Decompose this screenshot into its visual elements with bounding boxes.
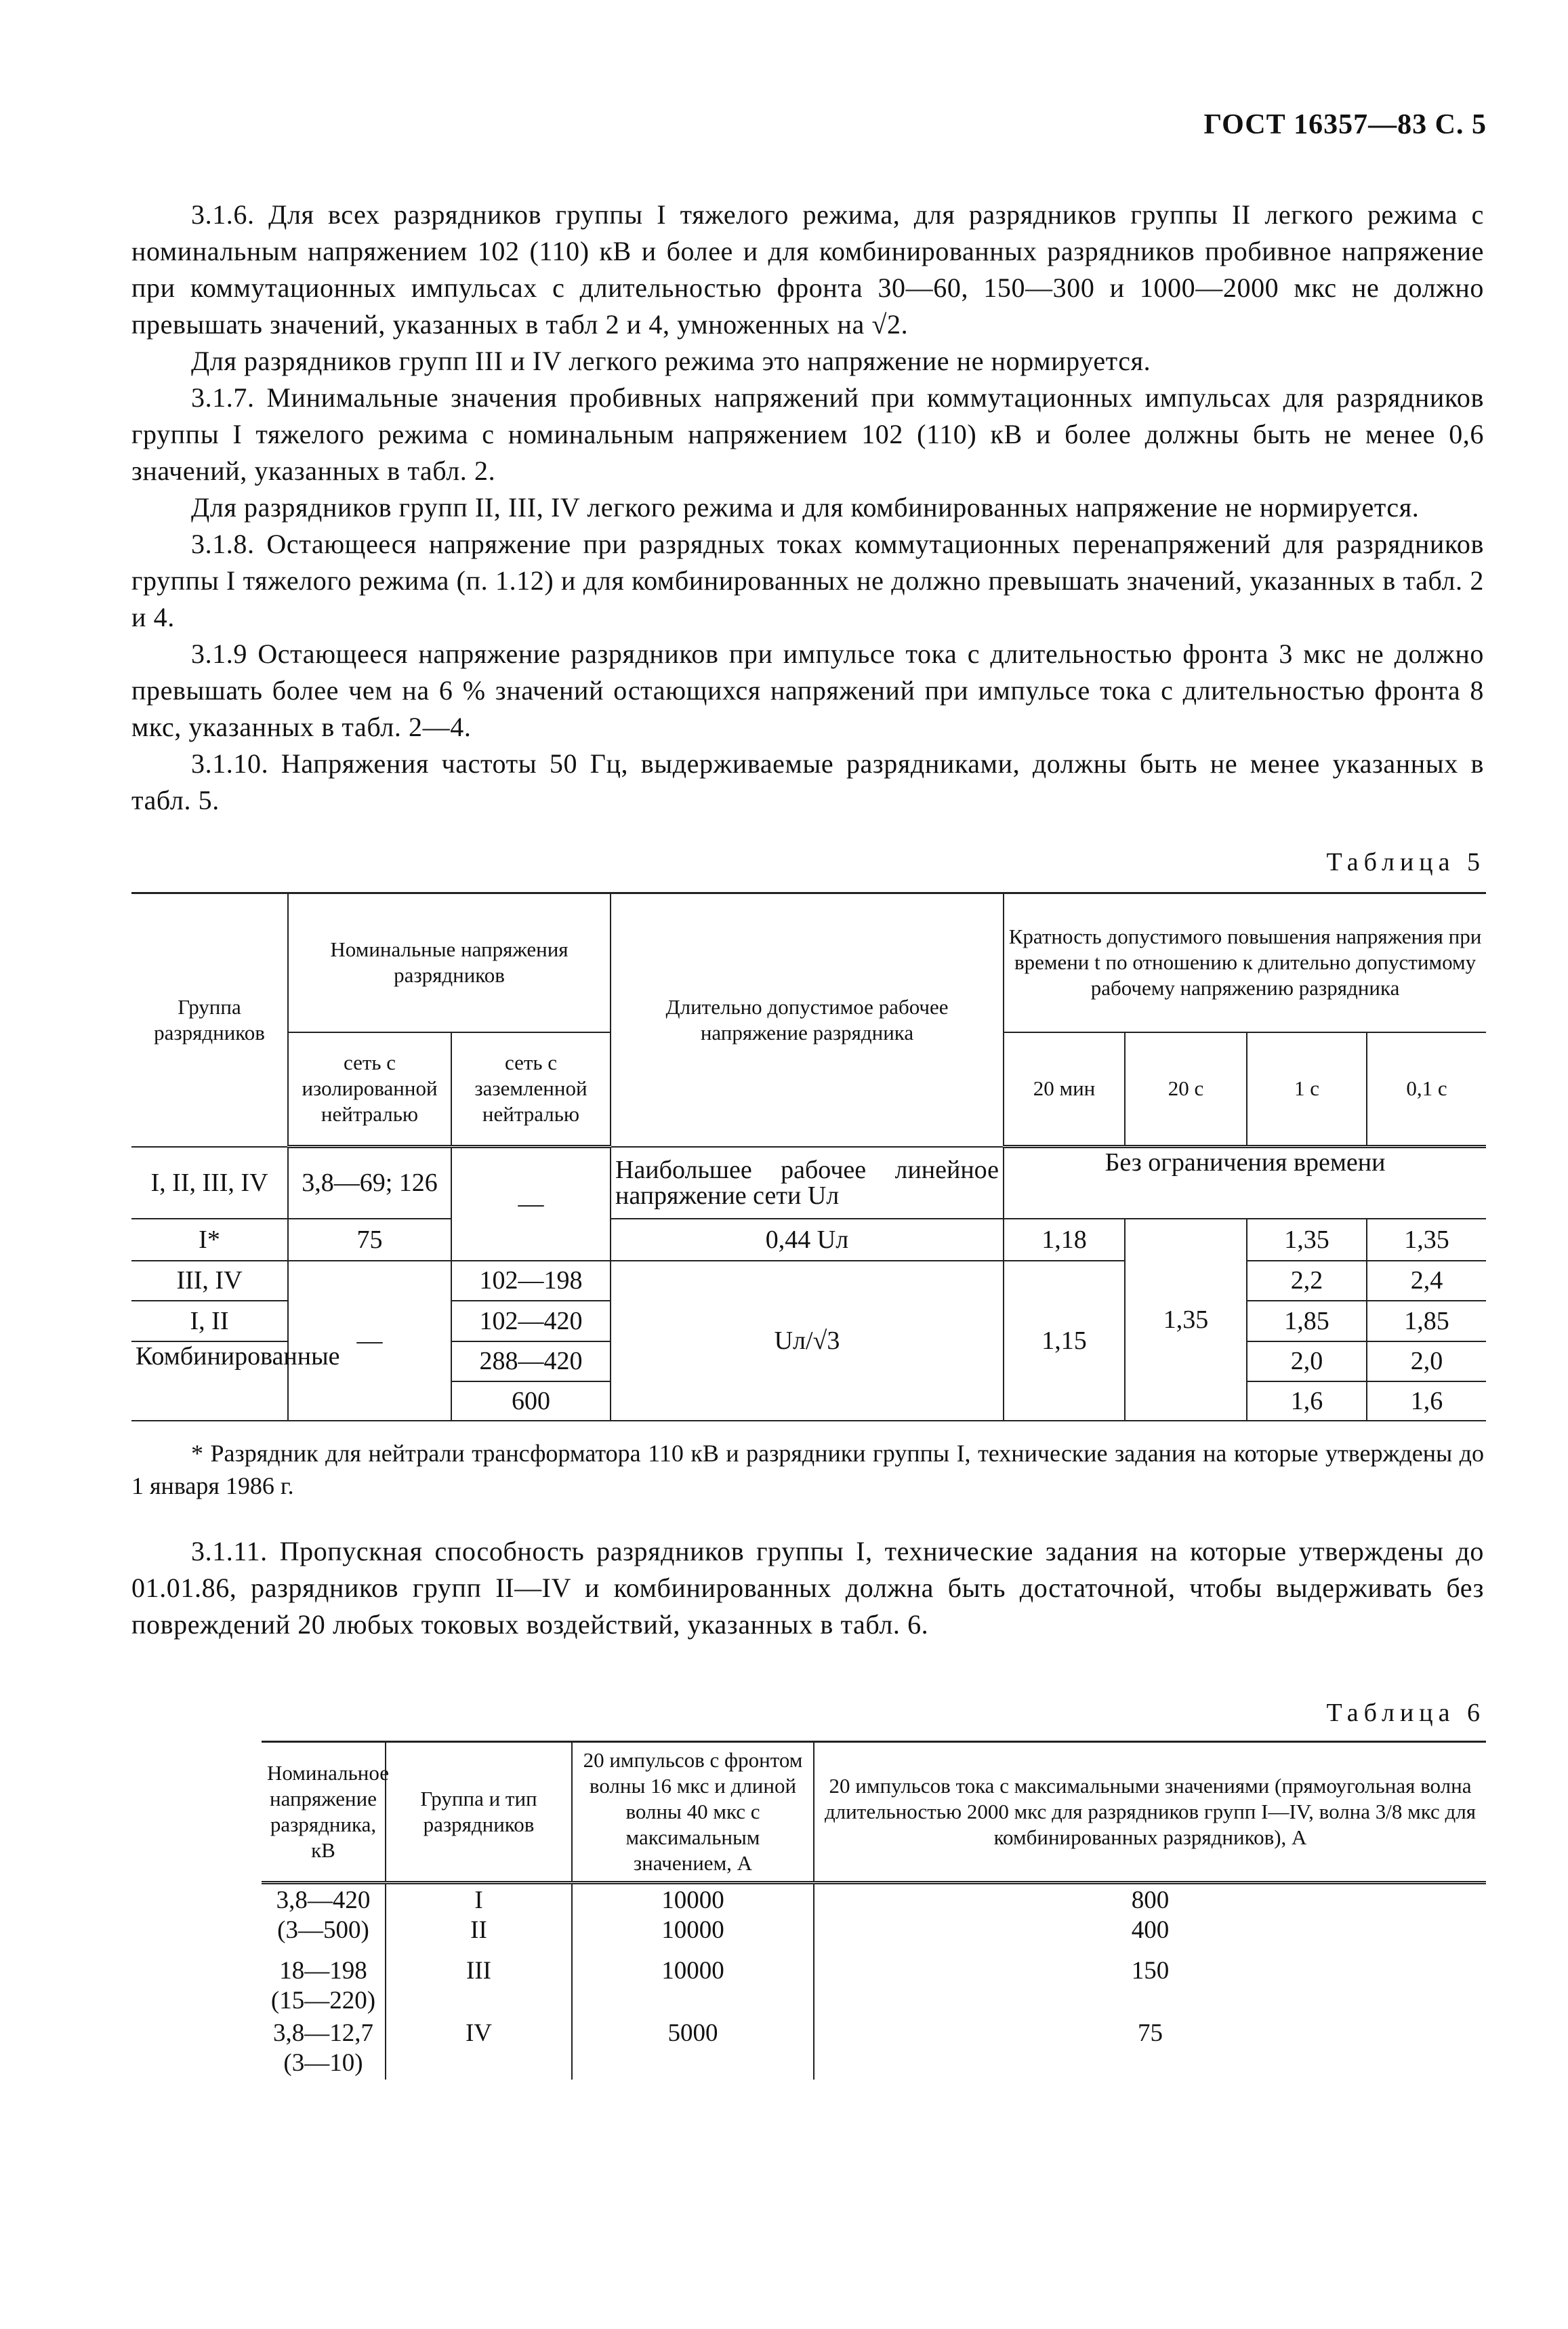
cell: 1,35 — [1247, 1219, 1367, 1261]
paragraph: Для разрядников групп III и IV легкого режима это напряжение не нормируется. — [191, 346, 1151, 376]
paragraph-3-1-11: 3.1.11. Пропускная способность разрядников группы I, технические задания на которые утверждены до 01.01.86, разрядников групп II—IV и комбинированных должна быть достаточной, чтобы выдерживать без повреждений 20 любых токовых воздействий, указанных в табл. 6. — [131, 1536, 1484, 1640]
paragraph-3-1-8: 3.1.8. Остающееся напряжение при разрядных токах коммутационных перенапряжений для разрядников группы I тяжелого режима (п. 1.12) и для комбинированных не должно превышать значений, указанных в табл. 2 и 4. — [131, 529, 1484, 632]
cell: (15—220) — [270, 1987, 376, 2014]
table5-caption: Таблица 5 — [1326, 848, 1485, 876]
cell: 150 — [1131, 1957, 1170, 1985]
cell: 102—420 — [451, 1301, 611, 1341]
cell: 3,8—69; 126 — [288, 1147, 451, 1219]
cell: II — [470, 1916, 487, 1944]
table6-caption: Таблица 6 — [1326, 1699, 1485, 1727]
table-row — [262, 1883, 1486, 1947]
header-ratio: Кратность допустимого повышения напряжения при времени t по отношению к длительно допустимому рабочему напряжению разрядника — [1004, 893, 1486, 1032]
header-isolated: сеть с изолированной нейтралью — [288, 1032, 451, 1147]
cell: I — [474, 1886, 483, 1914]
cell: 1,15 — [1004, 1261, 1125, 1421]
cell: 1,18 — [1004, 1219, 1125, 1261]
cell: I, II — [131, 1301, 288, 1341]
header-1s: 1 с — [1247, 1032, 1367, 1147]
cell: 800 — [1131, 1886, 1170, 1914]
cell: 5000 — [667, 2019, 718, 2047]
cell: 2,0 — [1247, 1341, 1367, 1381]
header-group: Группа разрядников — [131, 893, 288, 1147]
cell: 1,85 — [1367, 1301, 1486, 1341]
paragraph-3-1-9: 3.1.9 Остающееся напряжение разрядников при импульсе тока с длительностью фронта 3 мкс не должно превышать более чем на 6 % значений остающихся напряжений при импульсе тока с длительностью фронта 8 мкс, указанных в табл. 2—4. — [131, 639, 1484, 742]
cell: 400 — [1131, 1916, 1170, 1944]
cell: 3,8—12,7 — [273, 2019, 373, 2047]
cell: 600 — [451, 1381, 611, 1421]
header-rect: 20 импульсов тока с максимальными значениями (прямоугольная волна длительностью 2000 мкс для разрядников групп I—IV, волна 3/8 мкс для комбинированных разрядников), А — [814, 1742, 1486, 1883]
paragraph-3-1-7: 3.1.7. Минимальные значения пробивных напряжений при коммутационных импульсах для разрядников группы I тяжелого режима с номинальным напряжением 102 (110) кВ и более должны быть не менее 0,6 значений, указанных в табл. 2. — [131, 382, 1484, 486]
cell: 10000 — [661, 1886, 724, 1914]
header-01s: 0,1 с — [1367, 1032, 1486, 1147]
cell: 0,44 Uл — [611, 1219, 1004, 1261]
cell: 75 — [288, 1219, 451, 1261]
table-5 — [131, 892, 1486, 1421]
cell: 3,8—420 — [276, 1886, 371, 1914]
cell: 2,2 — [1247, 1261, 1367, 1301]
cell: I* — [131, 1219, 288, 1261]
cell: 1,85 — [1247, 1301, 1367, 1341]
header-20s: 20 с — [1125, 1032, 1247, 1147]
cell: IV — [465, 2019, 493, 2047]
body-text — [131, 197, 1484, 819]
cell: 1,35 — [1367, 1219, 1486, 1261]
cell: (3—10) — [283, 2049, 363, 2077]
cell: (3—500) — [277, 1916, 369, 1944]
cell: — — [451, 1147, 611, 1261]
header-longterm: Длительно допустимое рабочее напряжение разрядника — [611, 893, 1004, 1147]
paragraph-3-1-6: 3.1.6. Для всех разрядников группы I тяжелого режима, для разрядников группы II легкого режима с номинальным напряжением 102 (110) кВ и более и для комбинированных разрядников пробивное напряжение при коммутационных импульсах с длительностью фронта 30—60, 150—300 и 1000—2000 мкс не должно превышать значений, указанных в табл 2 и 4, умноженных на √2. — [131, 199, 1484, 340]
cell: 1,6 — [1367, 1381, 1486, 1421]
cell: III, IV — [131, 1261, 288, 1301]
header-nominal: Номинальные напряжения разрядников — [288, 893, 611, 1032]
cell: 1,35 — [1125, 1219, 1247, 1421]
header-impulse: 20 импульсов с фронтом волны 16 мкс и длиной волны 40 мкс с максимальным значением, А — [572, 1742, 814, 1883]
footnote: * Разрядник для нейтрали трансформатора 110 кВ и разрядники группы I, технические задания на которые утверждены до 1 января 1986 г. — [131, 1440, 1484, 1499]
cell: 2,0 — [1367, 1341, 1486, 1381]
header-group: Группа и тип разрядников — [386, 1742, 572, 1883]
cell: 1,6 — [1247, 1381, 1367, 1421]
cell: I, II, III, IV — [131, 1147, 288, 1219]
paragraph: Для разрядников групп II, III, IV легкого режима и для комбинированных напряжение не нормируется. — [191, 492, 1420, 523]
header-20min: 20 мин — [1004, 1032, 1125, 1147]
cell: 102—198 — [451, 1261, 611, 1301]
cell: Без ограничения времени — [1004, 1147, 1486, 1219]
header-grounded: сеть с заземленной нейтралью — [451, 1032, 611, 1147]
cell: 10000 — [661, 1957, 724, 1985]
cell: Uл/√3 — [611, 1261, 1004, 1421]
cell: 75 — [1138, 2019, 1163, 2047]
page-header: ГОСТ 16357—83 С. 5 — [1203, 109, 1487, 140]
cell: 288—420 — [451, 1341, 611, 1381]
cell: 2,4 — [1367, 1261, 1486, 1301]
table-6 — [262, 1741, 1486, 2080]
paragraph-3-1-10: 3.1.10. Напряжения частоты 50 Гц, выдерживаемые разрядниками, должны быть не менее указанных в табл. 5. — [131, 748, 1484, 815]
table-row — [262, 2017, 1486, 2080]
cell: Наибольшее рабочее линейное напряжение сети Uл — [611, 1147, 1004, 1219]
header-voltage: Номинальное напряжение разрядника, кВ — [262, 1742, 386, 1883]
cell: III — [466, 1957, 491, 1985]
cell: 18—198 — [279, 1957, 367, 1985]
body-text — [131, 1533, 1484, 1643]
cell: 10000 — [661, 1916, 724, 1944]
cell: — — [288, 1261, 451, 1421]
table-row — [262, 1947, 1486, 2017]
cell: Комбинированные — [131, 1341, 288, 1421]
